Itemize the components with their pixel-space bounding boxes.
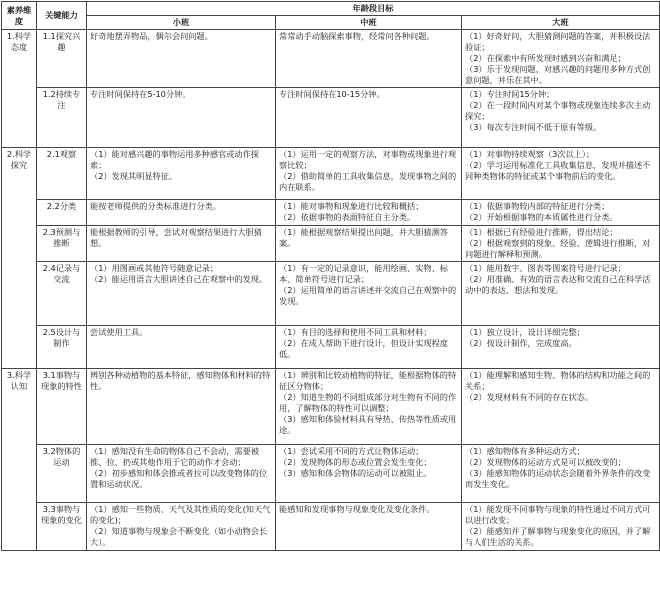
- goal-line: （2）能感知并了解事物与现象变化的原因，并了解与人们生活的关系。: [465, 526, 651, 547]
- goal-line: （2）运用简单的语言讲述并交流自己在观察中的发现。: [279, 285, 457, 306]
- goal-line: （2）学习运用标准化工具收集信息，发现并描述不同种类物体的特征或某个事物前后的变化。: [465, 160, 651, 181]
- small-class-goal-cell: [87, 262, 276, 326]
- key-ability-cell: 3.1事物与现象的特性: [37, 369, 87, 445]
- small-class-goal-cell: [87, 88, 276, 148]
- goal-line: （2）发现物体的形态或位置会发生变化；: [279, 457, 432, 467]
- middle-class-goal-cell: [276, 369, 462, 445]
- goal-line: （2）在探索中有所发现时感到兴奋和满足；: [465, 53, 626, 63]
- key-ability-cell: 3.3事物与现象的变化: [37, 503, 87, 551]
- goal-line: （3）感知和体会物体的运动可以被阻止。: [279, 468, 432, 478]
- goal-line: （3）能感知物体的运动状态会随着外界条件的改变而发生变化。: [465, 468, 651, 489]
- small-class-goal-cell: [87, 326, 276, 369]
- goal-line: （2）开始根据事物的本质属性进行分类。: [465, 212, 618, 222]
- middle-class-goal-cell: [276, 262, 462, 326]
- table-row: [2, 445, 660, 503]
- literacy-dimension-cell: 3.科学认知: [2, 369, 37, 551]
- literacy-dimension-cell: 1.科学态度: [2, 30, 37, 148]
- goal-line: 常常动手动脑探索事物，经常问各种问题。: [279, 31, 435, 41]
- header-small-class: 小班: [87, 16, 276, 30]
- goal-line: （2）用准确、有效的语言表达和交流自己在科学活动中的表达、想法和发现。: [465, 274, 651, 295]
- goal-line: 辨别各种动植物的基本特征，感知物体和材料的特性。: [90, 370, 271, 391]
- table-row: [2, 200, 660, 226]
- goals-table-body: [2, 30, 660, 551]
- goal-line: （1）依据事物较内部的特征进行分类；: [465, 201, 610, 211]
- key-ability-cell: 2.3预测与推断: [37, 226, 87, 262]
- goal-line: （3）乐于发现问题，对感兴趣的问题用多种方式创意问题，并乐在其中。: [465, 64, 651, 85]
- goal-line: （3）每次专注时间不低于原有等级。: [465, 122, 602, 132]
- key-ability-cell: 1.1探究兴趣: [37, 30, 87, 88]
- small-class-goal-cell: [87, 369, 276, 445]
- middle-class-goal-cell: [276, 503, 462, 551]
- large-class-goal-cell: [462, 503, 660, 551]
- middle-class-goal-cell: [276, 326, 462, 369]
- goal-line: （1）辨别和比较动植物的特征，能根据物体的特征区分物体；: [279, 370, 457, 391]
- small-class-goal-cell: [87, 226, 276, 262]
- goal-line: （1）能对事物和现象进行比较和概括；: [279, 201, 424, 211]
- goal-line: （1）感知物体有多种运动方式；: [465, 446, 585, 456]
- goal-line: （1）能理解和感知生物、物体的结构和功能之间的关系；: [465, 370, 651, 391]
- middle-class-goal-cell: [276, 148, 462, 200]
- table-row: [2, 226, 660, 262]
- goal-line: （1）尝试采用不同的方式让物体运动；: [279, 446, 424, 456]
- literacy-dimension-cell: 2.科学探究: [2, 148, 37, 369]
- table-row: [2, 369, 660, 445]
- small-class-goal-cell: [87, 148, 276, 200]
- goal-line: 专注时间保持在5-10分钟。: [90, 89, 191, 99]
- goal-line: （1）感知没有生命的物体自己不会动，需要被推、拉、扔或其他作用于它的动作才会动；: [90, 446, 259, 467]
- goal-line: （3）感知和体验材料具有导热、传热等性质或用途。: [279, 414, 457, 435]
- goal-line: （2）知道事物与现象会不断变化（如小动物会长大）。: [90, 526, 268, 547]
- large-class-goal-cell: [462, 200, 660, 226]
- table-row: [2, 262, 660, 326]
- goal-line: （1）感知一些物质、天气及其性质的变化(知天气的变化)；: [90, 504, 271, 525]
- goal-line: （2）发现物体的运动方式是可以被改变的；: [465, 457, 626, 467]
- key-ability-cell: 2.2分类: [37, 200, 87, 226]
- key-ability-cell: 3.2物体的运动: [37, 445, 87, 503]
- goal-line: 能根据教师的引导，尝试对观察结果进行大胆猜想。: [90, 227, 262, 248]
- key-ability-cell: 2.1观察: [37, 148, 87, 200]
- middle-class-goal-cell: [276, 226, 462, 262]
- goal-line: （2）借助简单的工具收集信息，发现事物之间的内在联系。: [279, 171, 457, 192]
- large-class-goal-cell: [462, 226, 660, 262]
- middle-class-goal-cell: [276, 445, 462, 503]
- goal-line: （1）能根据观察结果提出问题，并大胆猜测答案。: [279, 227, 448, 248]
- goal-line: （1）能对感兴趣的事物运用多种感官或动作探索；: [90, 149, 259, 170]
- small-class-goal-cell: [87, 200, 276, 226]
- key-ability-cell: 2.5设计与制作: [37, 326, 87, 369]
- goal-line: （2）按设计制作，完成度高。: [465, 338, 577, 348]
- goal-line: （1）好奇好问，大胆猜测问题的答案，并积极设法验证；: [465, 31, 651, 52]
- large-class-goal-cell: [462, 148, 660, 200]
- small-class-goal-cell: [87, 445, 276, 503]
- goal-line: （2）在一段时间内对某个事物或现象连续多次主动探究；: [465, 100, 651, 121]
- goal-line: （1）运用一定的观察方法，对事物或现象进行观察比较；: [279, 149, 457, 170]
- goal-line: （2）能运用语言大胆讲述自己在观察中的发现。: [90, 274, 268, 284]
- table-row: [2, 148, 660, 200]
- header-key-ability: 关键能力: [37, 2, 87, 30]
- large-class-goal-cell: [462, 369, 660, 445]
- goal-line: （2）初步感知和体会推或者拉可以改变物体的位置和运动状况。: [90, 468, 268, 489]
- goal-line: （2）知道生物的不同组成部分对生物有不同的作用，了解物体的特性可以调整；: [279, 392, 457, 413]
- large-class-goal-cell: [462, 262, 660, 326]
- goal-line: （1）对事物持续观察（3次以上）；: [465, 149, 595, 159]
- header-literacy-dimension: 素养维度: [2, 2, 37, 30]
- header-age-goals: 年龄段目标: [87, 2, 660, 16]
- header-large-class: 大班: [462, 16, 660, 30]
- goal-line: （2）根据观察到的现象、经验、逻辑进行推断，对问题进行解释和预测。: [465, 238, 651, 259]
- small-class-goal-cell: [87, 30, 276, 88]
- goal-line: （1）能用数字、图表等图案符号进行记录；: [465, 263, 626, 273]
- goal-line: 好奇地摆弄物品，偶尔会问问题。: [90, 31, 213, 41]
- large-class-goal-cell: [462, 88, 660, 148]
- goal-line: （1）根据已有经验进行推断，得出结论；: [465, 227, 618, 237]
- middle-class-goal-cell: [276, 30, 462, 88]
- goal-line: （1）能发现不同事物与现象的特性通过不同方式可以进行改变；: [465, 504, 651, 525]
- large-class-goal-cell: [462, 30, 660, 88]
- table-row: [2, 326, 660, 369]
- small-class-goal-cell: [87, 503, 276, 551]
- goal-line: （1）用图画或其他符号随意记录；: [90, 263, 219, 273]
- middle-class-goal-cell: [276, 88, 462, 148]
- key-ability-cell: 2.4记录与交流: [37, 262, 87, 326]
- key-ability-cell: 1.2持续专注: [37, 88, 87, 148]
- goal-line: （2）依据事物的表面特征自主分类。: [279, 212, 416, 222]
- header-middle-class: 中班: [276, 16, 462, 30]
- goal-line: （1）有目的选择和使用不同工具和材料；: [279, 327, 432, 337]
- large-class-goal-cell: [462, 326, 660, 369]
- goal-line: 专注时间保持在10-15分钟。: [279, 89, 385, 99]
- goal-line: （1）独立设计，设计详细完整；: [465, 327, 585, 337]
- goal-line: （1）有一定的记录意识，能用绘画、实物、标本、简单符号进行记录；: [279, 263, 448, 284]
- goal-line: （2）发现材料有不同的存在状态。: [465, 392, 594, 402]
- goal-line: 尝试使用工具。: [90, 327, 148, 337]
- table-row: [2, 30, 660, 88]
- goal-line: （1）专注时间15分钟；: [465, 89, 555, 99]
- goals-table: [1, 1, 660, 551]
- table-row: [2, 503, 660, 551]
- table-row: [2, 88, 660, 148]
- goal-line: 能按老师提供的分类标准进行分类。: [90, 201, 222, 211]
- middle-class-goal-cell: [276, 200, 462, 226]
- goal-line: 能感知和发现事物与现象变化及变化条件。: [279, 504, 435, 514]
- large-class-goal-cell: [462, 445, 660, 503]
- goal-line: （2）发现其明显特征。: [90, 171, 178, 181]
- goal-line: （2）在成人帮助下进行设计，但设计实现程度低。: [279, 338, 448, 359]
